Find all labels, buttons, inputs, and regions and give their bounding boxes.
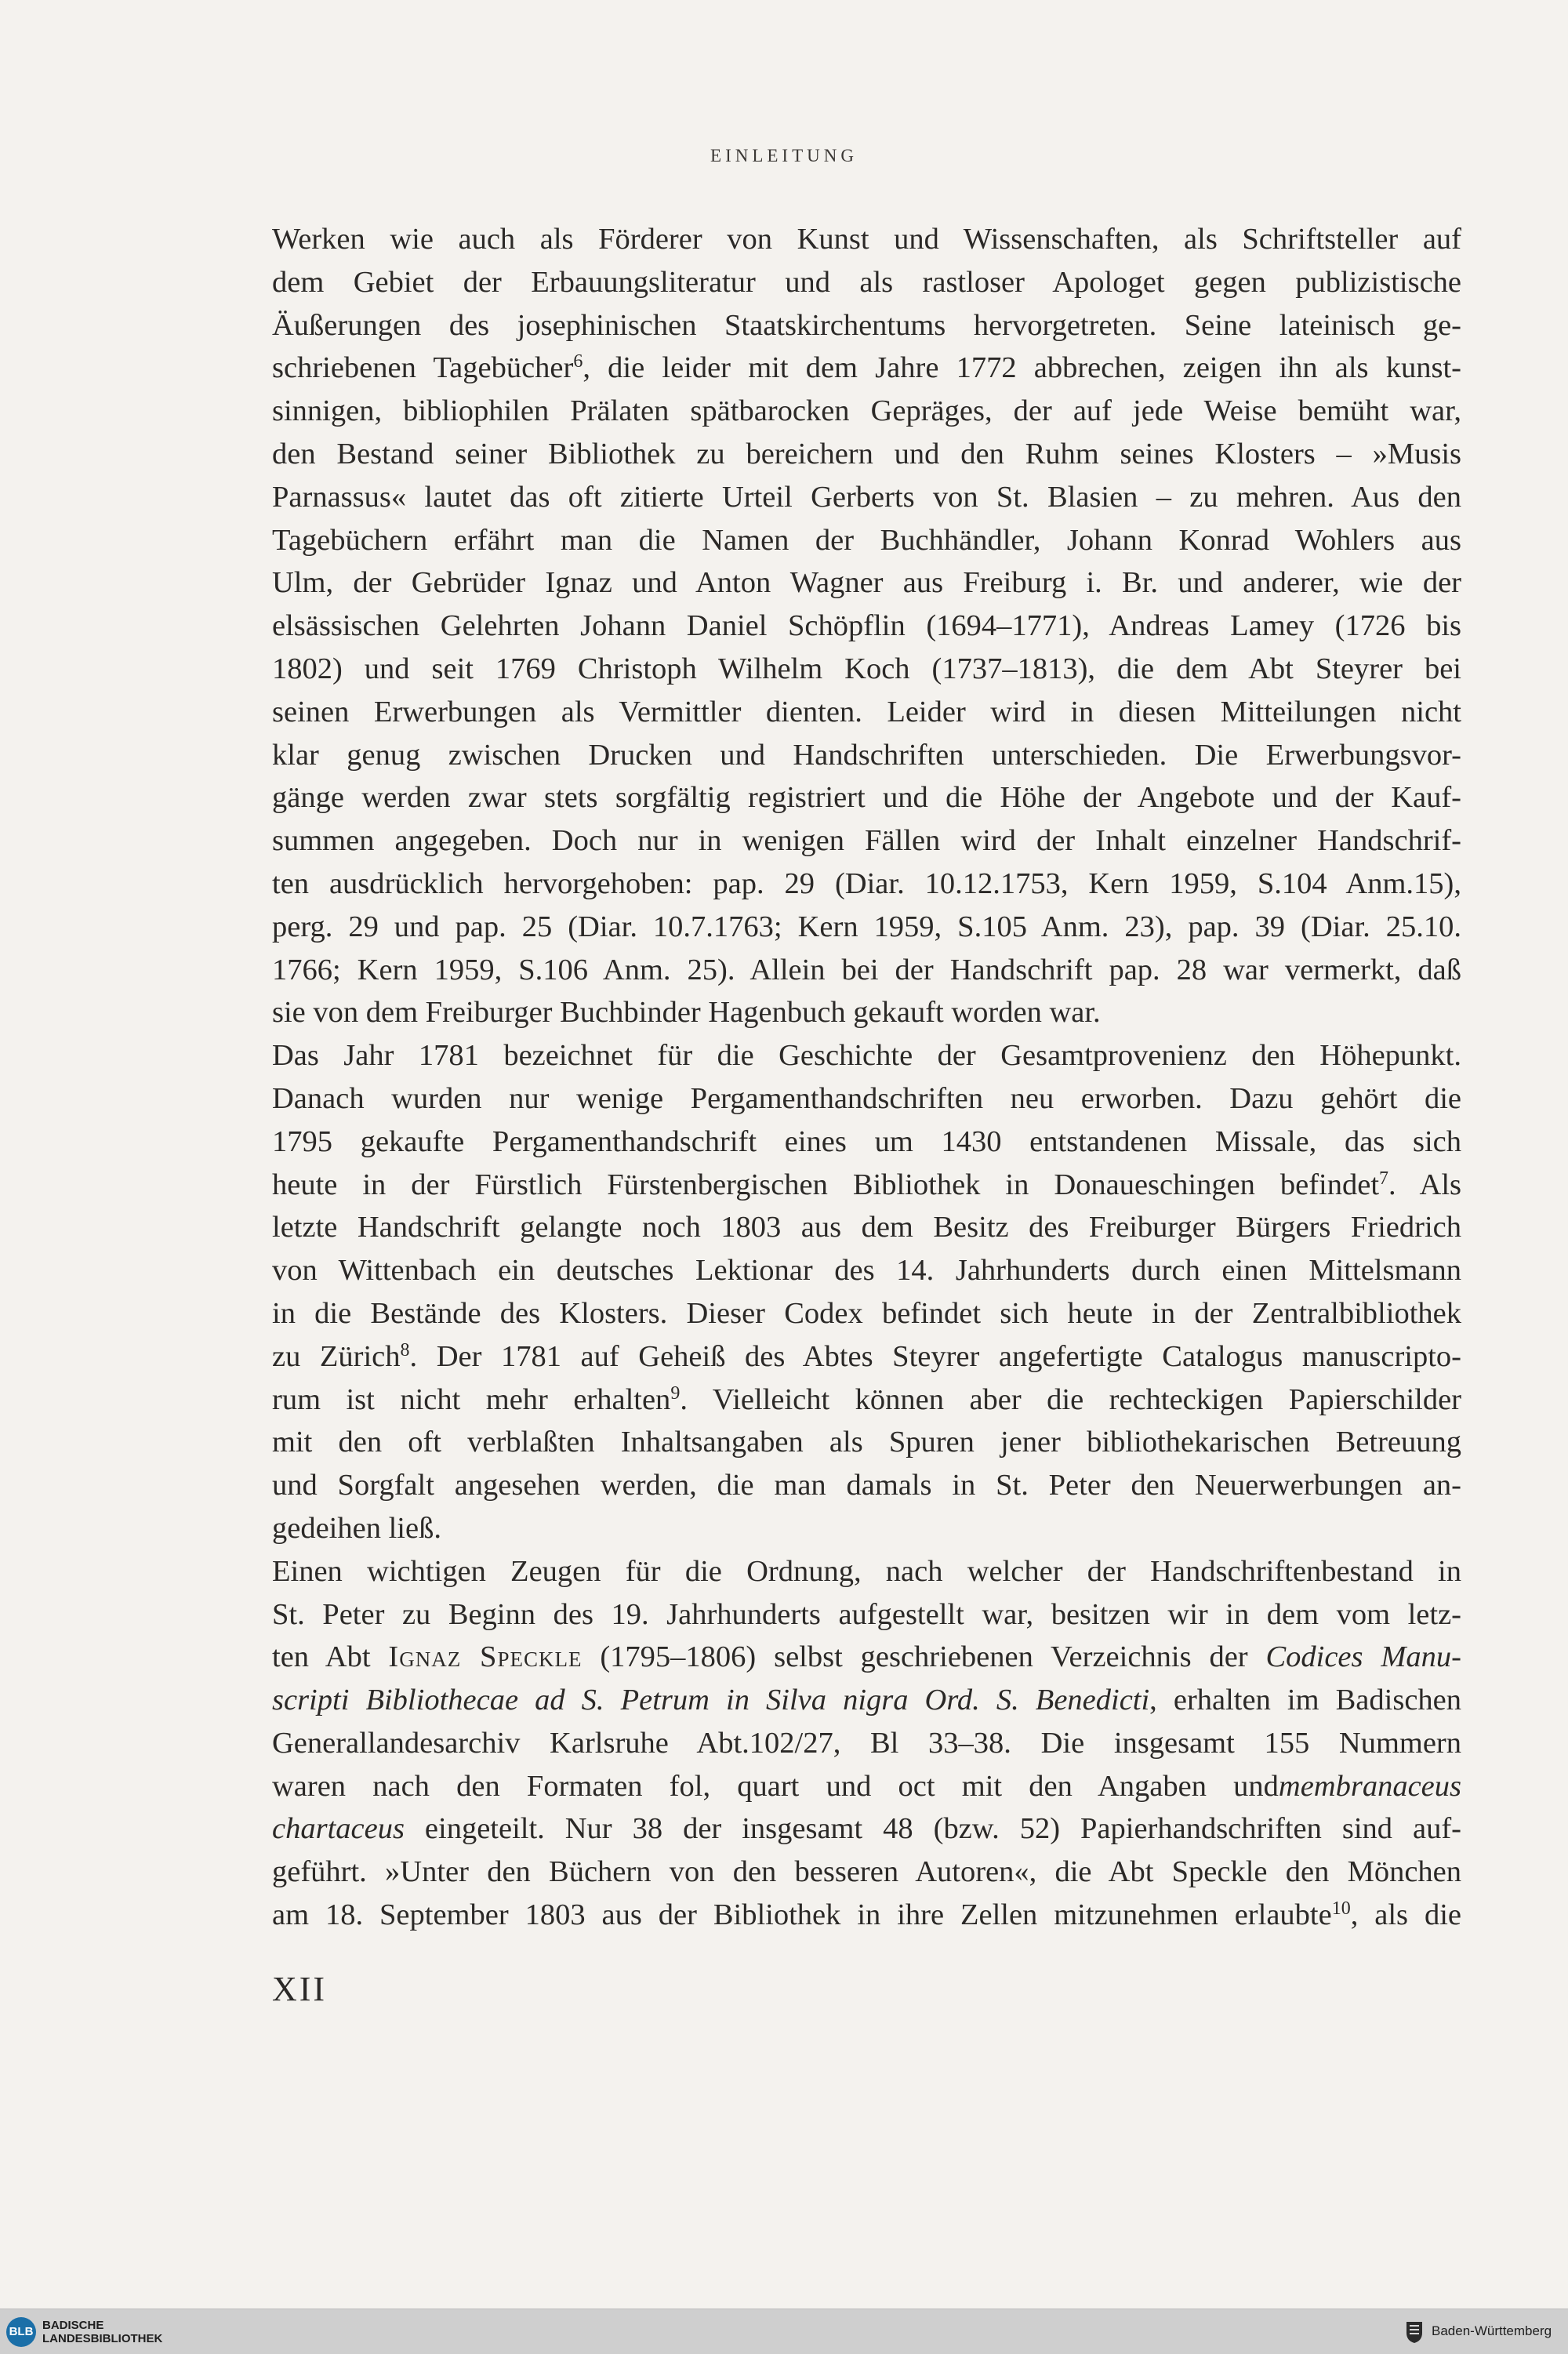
text-run: Tagebüchern erfährt man die Namen der Buchhändler, Johann Konrad Wohlers aus — [272, 523, 1461, 557]
text-run: , erhalten im Badischen — [1149, 1684, 1461, 1717]
text-run: ten ausdrücklich hervorgehoben: pap. 29 (Diar. 10.12.1753, Kern 1959, S.104 Anm.15), — [272, 866, 1461, 900]
text-line — [272, 605, 1461, 648]
text-line — [272, 1765, 1461, 1808]
text-run: den Bestand seiner Bibliothek zu bereichern und den Ruhm seines Klosters – »Musis — [272, 437, 1461, 470]
text-run: sie von dem Freiburger Buchbinder Hagenbuch gekauft worden war. — [272, 996, 1101, 1030]
text-line — [272, 1722, 1461, 1765]
text-run: . Vielleicht können aber die rechteckigen Papierschilder — [680, 1382, 1461, 1416]
body-text — [272, 218, 1461, 1937]
text-line — [272, 519, 1461, 562]
text-run: Einen wichtigen Zeugen für die Ordnung, nach welcher der Handschriftenbestand in — [272, 1554, 1461, 1588]
text-run: zu Zürich — [272, 1339, 401, 1373]
text-run: und — [1233, 1769, 1279, 1803]
text-run: Ulm, der Gebrüder Ignaz und Anton Wagner aus Freiburg i. Br. und anderer, wie der — [272, 566, 1461, 600]
text-line — [272, 1249, 1461, 1292]
text-run: . Als — [1388, 1168, 1461, 1201]
footnote-marker[interactable]: 6 — [573, 351, 583, 372]
text-run: sinnigen, bibliophilen Prälaten spätbarocken Gepräges, der auf jede Weise bemüht war, — [272, 394, 1461, 428]
footnote-marker[interactable]: 7 — [1379, 1168, 1389, 1189]
text-run: Ignaz Speckle — [388, 1640, 583, 1674]
text-run: 1766; Kern 1959, S.106 Anm. 25). Allein bei der Handschrift pap. 28 war vermerkt, daß — [272, 953, 1461, 986]
text-line — [272, 949, 1461, 992]
text-run: mit den oft verblaßten Inhaltsangaben als Spuren jener bibliothekarischen Betreuung — [272, 1426, 1461, 1459]
page-number: XII — [272, 1970, 328, 2008]
text-line — [272, 819, 1461, 863]
text-line — [272, 476, 1461, 519]
text-line — [272, 1550, 1461, 1593]
text-run: , die leider mit dem Jahre 1772 abbrechen, zeigen ihn als kunst- — [583, 351, 1461, 385]
text-run: St. Peter zu Beginn des 19. Jahrhunderts aufgestellt war, besitzen wir in dem vom letz- — [272, 1597, 1461, 1631]
text-line — [272, 648, 1461, 691]
text-line — [272, 1034, 1461, 1077]
text-run: Danach wurden nur wenige Pergamenthandschriften neu erworben. Dazu gehört die — [272, 1081, 1461, 1115]
text-run: rum ist nicht mehr erhalten — [272, 1382, 671, 1416]
library-name[interactable] — [42, 2319, 162, 2345]
text-run: dem Gebiet der Erbauungsliteratur und als rastloser Apologet gegen publizistische — [272, 265, 1461, 299]
footnote-marker[interactable]: 9 — [670, 1382, 681, 1404]
state-label[interactable]: Baden-Württemberg — [1432, 2323, 1552, 2338]
text-run: 1795 gekaufte Pergamenthandschrift eines um 1430 entstandenen Missale, das sich — [272, 1124, 1461, 1158]
text-line — [272, 433, 1461, 476]
text-run: Äußerungen des josephinischen Staatskirchentums hervorgetreten. Seine lateinisch ge- — [272, 308, 1461, 342]
text-run: schriebenen Tagebücher — [272, 351, 574, 385]
text-run: seinen Erwerbungen als Vermittler dienten. Leider wird in diesen Mitteilungen nicht — [272, 695, 1461, 728]
text-line — [272, 991, 1461, 1034]
text-line — [272, 390, 1461, 433]
text-line — [272, 1206, 1461, 1249]
text-run: 1802) und seit 1769 Christoph Wilhelm Koch (1737–1813), die dem Abt Steyrer bei — [272, 652, 1461, 685]
footnote-marker[interactable]: 10 — [1331, 1898, 1351, 1920]
text-run: in die Bestände des Klosters. Dieser Codex befindet sich heute in der Zentralbibliothek — [272, 1296, 1461, 1330]
library-name-line-1: BADISCHE — [42, 2319, 104, 2332]
text-run: geführt. »Unter den Büchern von den besseren Autoren«, die Abt Speckle den Mönchen — [272, 1855, 1461, 1889]
text-run: perg. 29 und pap. 25 (Diar. 10.7.1763; Kern 1959, S.105 Anm. 23), pap. 39 (Diar. 25.10. — [272, 910, 1461, 943]
text-run: elsässischen Gelehrten Johann Daniel Schöpflin (1694–1771), Andreas Lamey (1726 bis — [272, 609, 1461, 643]
text-line — [272, 776, 1461, 819]
text-line — [272, 304, 1461, 347]
text-run: eingeteilt. Nur 38 der insgesamt 48 (bzw. 52) Papierhandschriften sind auf- — [404, 1812, 1461, 1846]
text-line — [272, 863, 1461, 906]
text-run: gedeihen ließ. — [272, 1511, 441, 1545]
text-line — [272, 906, 1461, 949]
text-line — [272, 561, 1461, 605]
text-line — [272, 1077, 1461, 1121]
text-line — [272, 1507, 1461, 1550]
text-line — [272, 1379, 1461, 1422]
text-run: . Der 1781 auf Geheiß des Abtes Steyrer angefertigte Catalogus manuscripto- — [409, 1339, 1461, 1373]
text-run: scripti Bibliothecae ad S. Petrum in Silva nigra Ord. S. Benedicti — [272, 1684, 1150, 1717]
text-line — [272, 1894, 1461, 1937]
text-run: ten Abt — [272, 1640, 389, 1674]
text-run: membranaceus — [1278, 1769, 1461, 1803]
text-run: , als die — [1350, 1898, 1461, 1932]
text-line — [272, 1164, 1461, 1207]
text-run: Parnassus« lautet das oft zitierte Urteil Gerberts von St. Blasien – zu mehren. Aus den — [272, 480, 1461, 514]
text-line — [272, 1636, 1461, 1679]
text-line — [272, 1421, 1461, 1464]
blb-logo-icon[interactable]: BLB — [6, 2317, 36, 2347]
text-line — [272, 1464, 1461, 1507]
text-line — [272, 1335, 1461, 1379]
text-run: letzte Handschrift gelangte noch 1803 aus dem Besitz des Freiburger Bürgers Friedrich — [272, 1211, 1461, 1244]
text-run: Generallandesarchiv Karlsruhe Abt.102/27, Bl 33–38. Die insgesamt 155 Nummern — [272, 1726, 1461, 1760]
text-run: am 18. September 1803 aus der Bibliothek in ihre Zellen mitzunehmen erlaubte — [272, 1898, 1332, 1932]
text-run: heute in der Fürstlich Fürstenbergischen Bibliothek in Donaueschingen befindet — [272, 1168, 1380, 1201]
text-run: chartaceus — [272, 1812, 405, 1846]
text-line — [272, 1851, 1461, 1894]
text-run: Codices Manu- — [1265, 1640, 1462, 1674]
text-line — [272, 691, 1461, 734]
text-line — [272, 1292, 1461, 1335]
running-head: EINLEITUNG — [710, 146, 858, 165]
footnote-marker[interactable]: 8 — [400, 1339, 410, 1360]
text-line — [272, 734, 1461, 777]
footer-bar — [0, 2309, 1568, 2354]
text-run: Das Jahr 1781 bezeichnet für die Geschichte der Gesamtprovenienz den Höhepunkt. — [272, 1039, 1461, 1073]
text-line — [272, 261, 1461, 304]
text-line — [272, 1121, 1461, 1164]
text-line — [272, 1593, 1461, 1637]
text-line — [272, 218, 1461, 261]
text-run: waren nach den Formaten fol, quart und oct mit den Angaben — [272, 1769, 1234, 1803]
text-run: gänge werden zwar stets sorgfältig registriert und die Höhe der Angebote und der Kauf- — [272, 781, 1461, 815]
baden-wuerttemberg-emblem-icon[interactable] — [1403, 2320, 1425, 2344]
text-run: Werken wie auch als Förderer von Kunst und Wissenschaften, als Schriftsteller auf — [272, 223, 1461, 256]
text-line — [272, 1807, 1461, 1851]
text-run: summen angegeben. Doch nur in wenigen Fällen wird der Inhalt einzelner Handschrif- — [272, 824, 1461, 858]
text-run: klar genug zwischen Drucken und Handschriften unterschieden. Die Erwerbungsvor- — [272, 738, 1461, 772]
library-name-line-2: LANDESBIBLIOTHEK — [42, 2332, 163, 2345]
text-line — [272, 347, 1461, 390]
text-run: (1795–1806) selbst geschriebenen Verzeichnis der — [582, 1640, 1266, 1674]
text-line — [272, 1679, 1461, 1722]
text-run: von Wittenbach ein deutsches Lektionar des 14. Jahrhunderts durch einen Mittelsmann — [272, 1254, 1461, 1288]
text-run: und Sorgfalt angesehen werden, die man damals in St. Peter den Neuerwerbungen an- — [272, 1469, 1461, 1502]
